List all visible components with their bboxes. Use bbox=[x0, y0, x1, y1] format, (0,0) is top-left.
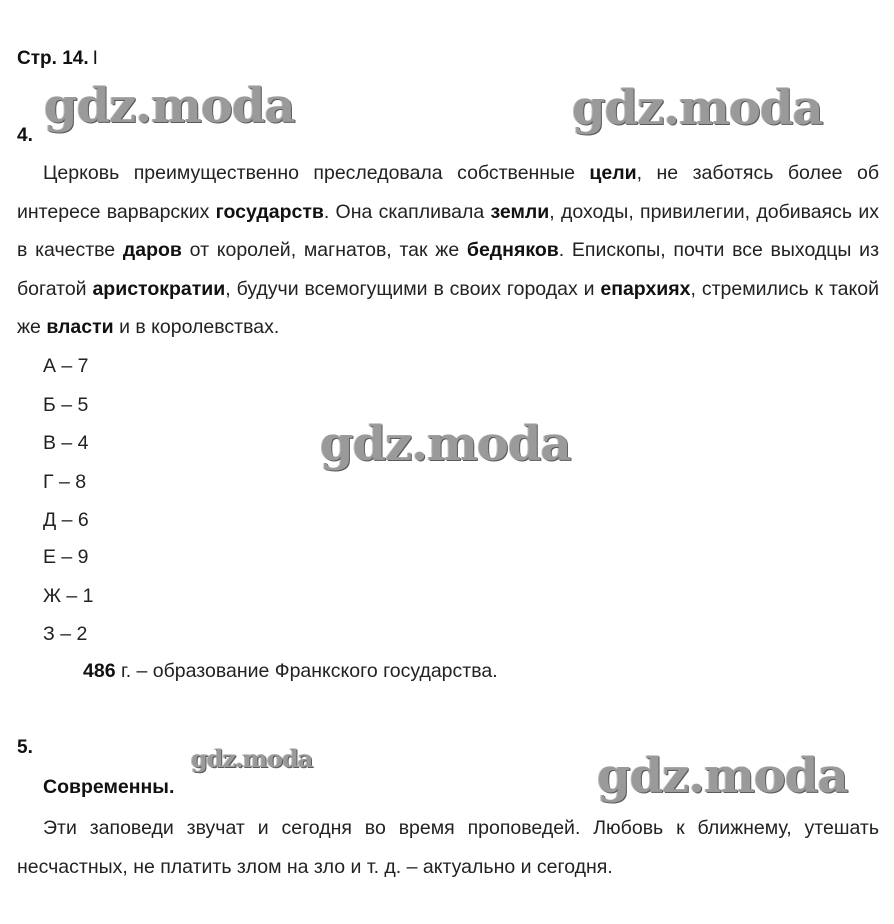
keyword: цели bbox=[589, 162, 637, 184]
paragraph-segment: от королей, магнатов, так же bbox=[181, 239, 467, 262]
watermark-logo: gdz.moda bbox=[320, 416, 571, 472]
answer-item: Ж – 1 bbox=[43, 585, 94, 607]
answer-item: Д – 6 bbox=[43, 509, 89, 531]
paragraph-segment: , не заботясь более об интересе варварских bbox=[17, 162, 879, 223]
watermark-logo: gdz.moda bbox=[191, 744, 313, 773]
paragraph-segment: , доходы, привилегии, добиваясь их в качестве bbox=[17, 200, 879, 262]
page-reference bbox=[17, 48, 98, 70]
answer-item: Г – 8 bbox=[43, 471, 87, 493]
keyword: даров bbox=[122, 239, 182, 262]
keyword: государств bbox=[215, 200, 324, 223]
paragraph-segment: , стремились к такой же bbox=[17, 277, 880, 339]
task-4-number: 4. bbox=[17, 125, 33, 146]
text-cursor: I bbox=[92, 48, 98, 69]
task-5-paragraph-text: Эти заповеди звучат и сегодня во время проповедей. Любовь к ближнему, утешать несчастных, не платить злом на зло и т. д. – актуально и сегодня. bbox=[17, 817, 879, 878]
watermark-logo: gdz.moda bbox=[572, 80, 823, 136]
answer-item: В – 4 bbox=[43, 432, 89, 454]
task-4-paragraph bbox=[17, 154, 879, 347]
answer-item: А – 7 bbox=[43, 355, 89, 377]
answer-item: Е – 9 bbox=[43, 546, 89, 568]
paragraph-segment: . Она скапливала bbox=[323, 200, 491, 223]
paragraph-segment: Церковь преимущественно преследовала собственные bbox=[43, 162, 590, 184]
paragraph-segment: . Епископы, почти все выходцы из богатой bbox=[17, 239, 880, 300]
keyword: земли bbox=[490, 200, 550, 223]
event-line bbox=[83, 660, 498, 683]
event-text: г. – образование Франкского государства. bbox=[115, 660, 498, 682]
page-reference-text: Стр. 14. bbox=[17, 48, 89, 69]
watermark-logo: gdz.moda bbox=[44, 78, 295, 134]
keyword: бедняков bbox=[466, 239, 559, 262]
answer-item: Б – 5 bbox=[43, 394, 89, 416]
task-5-number: 5. bbox=[17, 737, 33, 758]
paragraph-segment: и в королевствах. bbox=[113, 316, 280, 339]
task-5-subheading: Современны. bbox=[43, 776, 175, 798]
watermark-logo: gdz.moda bbox=[597, 748, 848, 804]
keyword: епархиях bbox=[600, 277, 691, 300]
task-4-paragraph-text bbox=[17, 162, 879, 338]
answer-item: З – 2 bbox=[43, 623, 88, 645]
keyword: аристократии bbox=[92, 277, 226, 300]
paragraph-segment: , будучи всемогущими в своих городах и bbox=[225, 277, 601, 300]
keyword: власти bbox=[46, 316, 114, 339]
event-year: 486 bbox=[83, 660, 116, 682]
task-5-paragraph bbox=[17, 809, 879, 886]
